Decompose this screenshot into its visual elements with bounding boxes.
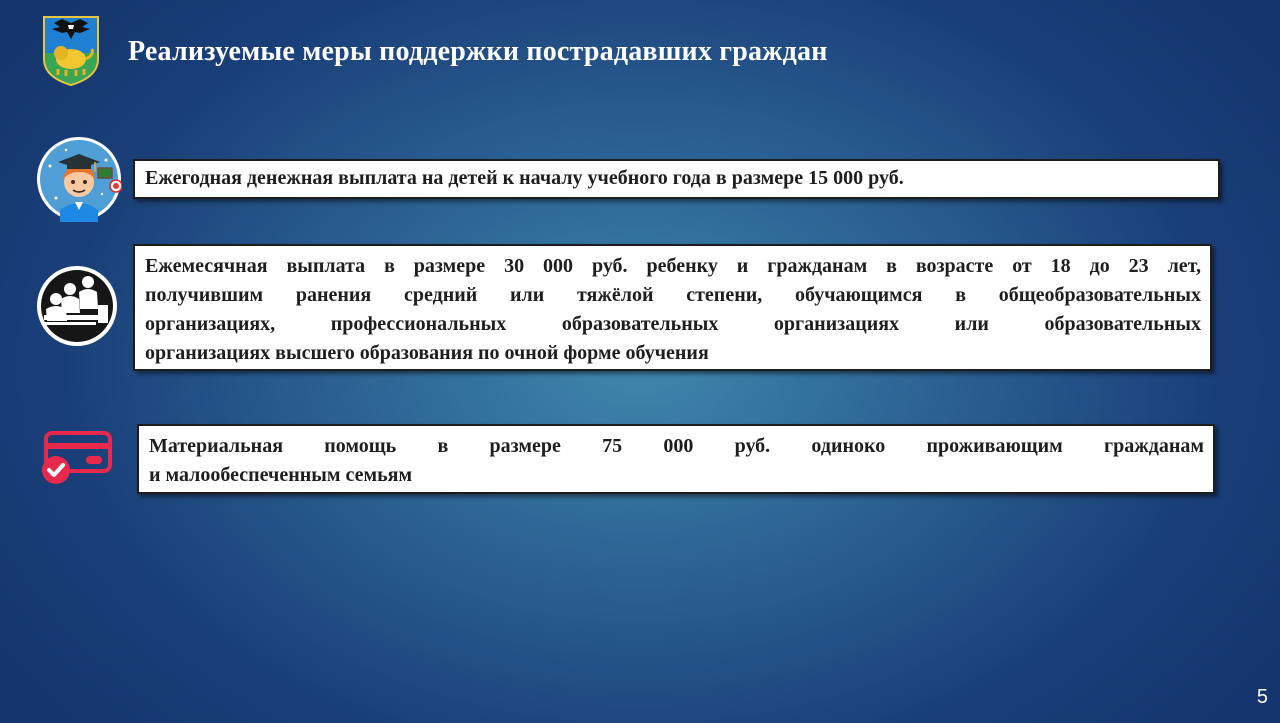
measure-text-line-3: организациях, профессиональных образовательных организациях или образовательных bbox=[145, 313, 1201, 335]
measure-card-monthly-payment bbox=[133, 244, 1212, 371]
students-at-desk-icon bbox=[36, 265, 118, 347]
measure-text-line-2: получившим ранения средний или тяжёлой степени, обучающимся в общеобразовательных bbox=[145, 284, 1201, 306]
coat-of-arms-icon bbox=[40, 15, 102, 87]
page-number: 5 bbox=[1256, 686, 1268, 708]
page-title: Реализуемые меры поддержки пострадавших граждан bbox=[128, 36, 828, 67]
measure-text-line-1: Ежемесячная выплата в размере 30 000 руб. ребенку и гражданам в возрасте от 18 до 23 лет, bbox=[145, 255, 1201, 277]
measure-text-line-4: организациях высшего образования по очной форме обучения bbox=[145, 342, 709, 364]
measure-text-line-2: и малообеспеченным семьям bbox=[149, 464, 413, 486]
measure-text-line-1: Материальная помощь в размере 75 000 руб. одиноко проживающим гражданам bbox=[149, 435, 1204, 457]
measure-card-material-aid bbox=[137, 424, 1215, 494]
payment-card-check-icon bbox=[40, 430, 114, 486]
measure-text: Ежегодная денежная выплата на детей к началу учебного года в размере 15 000 руб. bbox=[145, 167, 904, 189]
schoolboy-graduate-icon bbox=[36, 136, 122, 222]
measure-card-school-payment bbox=[133, 159, 1220, 199]
